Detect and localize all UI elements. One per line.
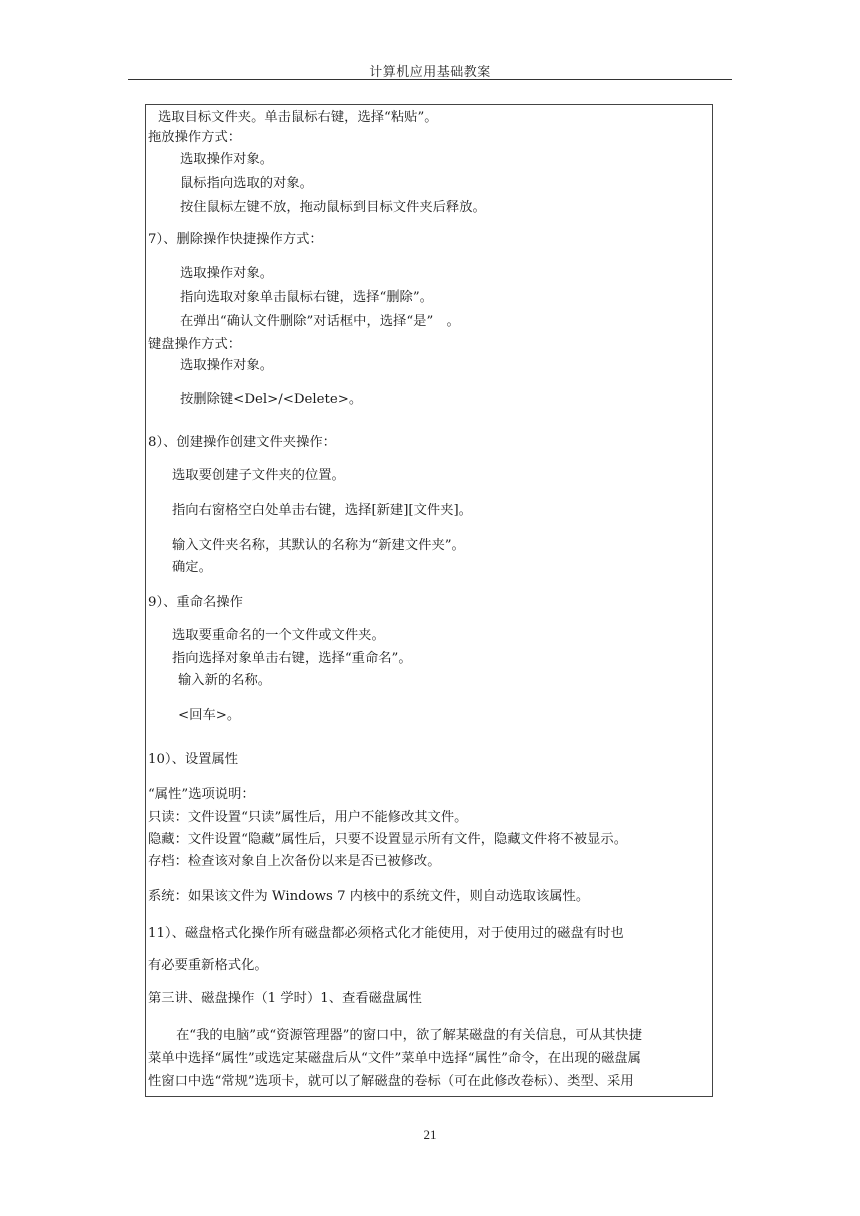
- text-line: 拖放操作方式：: [148, 130, 242, 145]
- text-line: 选取目标文件夹。单击鼠标右键，选择“粘贴”。: [158, 110, 438, 125]
- text-line: 系统：如果该文件为 Windows 7 内核中的系统文件，则自动选取该属性。: [148, 889, 590, 904]
- text-line: 指向选取对象单击鼠标右键，选择“删除”。: [180, 290, 433, 305]
- text-line: 在“我的电脑”或“资源管理器”的窗口中，欲了解某磁盘的有关信息，可从其快捷: [176, 1028, 642, 1043]
- text-line: 输入文件夹名称，其默认的名称为“新建文件夹”。: [172, 538, 465, 553]
- text-line: 键盘操作方式：: [148, 337, 242, 352]
- text-line: 选取操作对象。: [180, 358, 274, 373]
- text-line: 指向右窗格空白处单击右键，选择[新建][文件夹]。: [172, 503, 472, 518]
- document-header-title: 计算机应用基础教案: [369, 65, 491, 80]
- lesson-content-box: [145, 104, 713, 1097]
- header-divider: [128, 79, 732, 80]
- text-line: 有必要重新格式化。: [148, 958, 268, 973]
- text-line: 按住鼠标左键不放，拖动鼠标到目标文件夹后释放。: [180, 200, 486, 215]
- text-line: 11）、磁盘格式化操作所有磁盘都必须格式化才能使用，对于使用过的磁盘有时也: [148, 926, 624, 941]
- text-line: 7）、删除操作快捷操作方式：: [148, 232, 323, 247]
- text-line: 10）、设置属性: [148, 752, 239, 767]
- text-line: 9）、重命名操作: [148, 595, 243, 610]
- text-line: 在弹出“确认文件删除”对话框中，选择“是” 。: [180, 314, 460, 329]
- page-number: 21: [423, 1127, 437, 1142]
- text-line: 隐藏：文件设置“隐藏”属性后，只要不设置显示所有文件，隐藏文件将不被显示。: [148, 832, 627, 847]
- text-line: 选取要创建子文件夹的位置。: [172, 468, 345, 483]
- text-line: 菜单中选择“属性”或选定某磁盘后从“文件”菜单中选择“属性”命令，在出现的磁盘属: [148, 1051, 641, 1066]
- text-line: 8）、创建操作创建文件夹操作：: [148, 435, 336, 450]
- text-line: 鼠标指向选取的对象。: [180, 176, 313, 191]
- text-line: 只读：文件设置“只读”属性后，用户不能修改其文件。: [148, 810, 468, 825]
- text-line: 指向选择对象单击右键，选择“重命名”。: [172, 651, 412, 666]
- text-line: 确定。: [172, 560, 212, 575]
- text-line: 按删除键<Del>/<Delete>。: [180, 392, 363, 407]
- text-line: 选取操作对象。: [180, 266, 274, 281]
- text-line: 选取要重命名的一个文件或文件夹。: [172, 628, 385, 643]
- text-line: “属性”选项说明：: [148, 787, 255, 802]
- text-line: 性窗口中选“常规”选项卡，就可以了解磁盘的卷标（可在此修改卷标）、类型、采用: [148, 1074, 634, 1089]
- text-line: 选取操作对象。: [180, 152, 274, 167]
- text-line: 第三讲、磁盘操作（1 学时）1、查看磁盘属性: [148, 991, 422, 1006]
- text-line: 存档：检查该对象自上次备份以来是否已被修改。: [148, 854, 441, 869]
- text-line: <回车>。: [178, 708, 241, 723]
- text-line: 输入新的名称。: [178, 673, 272, 688]
